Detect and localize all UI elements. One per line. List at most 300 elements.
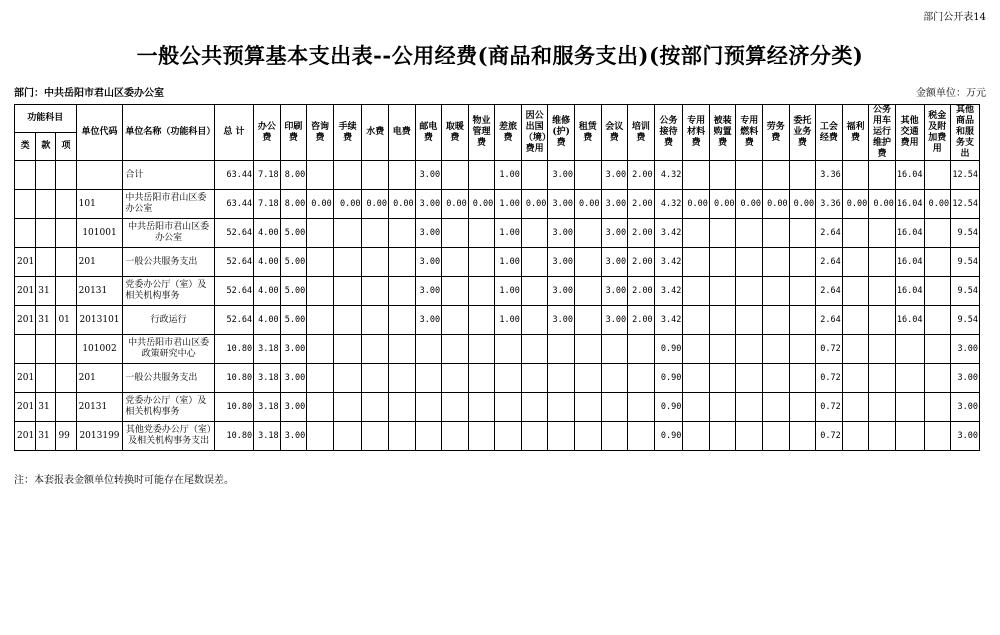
amount-cell: [333, 335, 362, 364]
amount-cell: [683, 277, 710, 306]
kuan-cell: 31: [36, 277, 56, 306]
amount-cell: 0.00: [736, 190, 763, 219]
amount-cell: [842, 393, 869, 422]
amount-cell: [736, 422, 763, 451]
amount-cell: 0.90: [654, 393, 683, 422]
amount-cell: [362, 248, 389, 277]
amount-cell: 0.00: [389, 190, 416, 219]
amount-cell: 2.00: [628, 306, 655, 335]
amount-cell: 9.54: [951, 277, 980, 306]
total-cell: 10.80: [214, 335, 253, 364]
amount-cell: 0.00: [869, 190, 896, 219]
amount-cell: [924, 248, 951, 277]
amount-cell: [709, 277, 736, 306]
amount-cell: 16.04: [895, 161, 924, 190]
amount-cell: 0.00: [709, 190, 736, 219]
expense-item-header: 工会经费: [816, 105, 843, 161]
amount-cell: [763, 161, 790, 190]
amount-cell: [842, 422, 869, 451]
amount-cell: 2.00: [628, 277, 655, 306]
amount-cell: [333, 219, 362, 248]
unit-name-cell: 中共岳阳市君山区委办公室: [123, 190, 214, 219]
amount-cell: [574, 306, 601, 335]
amount-cell: 2.00: [628, 219, 655, 248]
amount-cell: 3.00: [951, 393, 980, 422]
amount-cell: [389, 306, 416, 335]
amount-cell: [869, 364, 896, 393]
amount-cell: 2.64: [816, 306, 843, 335]
amount-cell: [389, 422, 416, 451]
amount-cell: [683, 393, 710, 422]
amount-cell: [468, 219, 495, 248]
unit-name-cell: 党委办公厅（室）及相关机构事务: [123, 277, 214, 306]
amount-cell: [924, 219, 951, 248]
amount-cell: 0.00: [683, 190, 710, 219]
table-row: [15, 422, 980, 451]
expense-item-header: 租赁费: [574, 105, 601, 161]
unit-code-cell: 2013101: [76, 306, 123, 335]
amount-cell: 3.00: [415, 306, 442, 335]
unit-code-cell: 101002: [76, 335, 123, 364]
amount-cell: [442, 248, 469, 277]
unit-name-cell: 中共岳阳市君山区委办公室: [123, 219, 214, 248]
amount-cell: [763, 306, 790, 335]
lei-cell: 201: [15, 393, 36, 422]
expense-item-header: 差旅费: [495, 105, 522, 161]
amount-cell: [789, 393, 816, 422]
amount-cell: 3.42: [654, 248, 683, 277]
amount-cell: 0.72: [816, 393, 843, 422]
amount-cell: [842, 306, 869, 335]
amount-cell: 3.00: [601, 219, 628, 248]
xiang-cell: 99: [56, 422, 76, 451]
amount-cell: 2.64: [816, 219, 843, 248]
amount-cell: [307, 364, 334, 393]
amount-cell: 5.00: [280, 277, 307, 306]
table-row: [15, 335, 980, 364]
unit-code-cell: 2013199: [76, 422, 123, 451]
amount-cell: 4.32: [654, 190, 683, 219]
amount-cell: [709, 393, 736, 422]
amount-cell: [415, 422, 442, 451]
amount-cell: [468, 161, 495, 190]
xiang-cell: [56, 190, 76, 219]
unit-name-cell: 一般公共服务支出: [123, 364, 214, 393]
amount-cell: 3.00: [280, 364, 307, 393]
amount-cell: [683, 306, 710, 335]
amount-cell: [362, 422, 389, 451]
amount-cell: [442, 219, 469, 248]
amount-cell: [869, 277, 896, 306]
unit-name-cell: 行政运行: [123, 306, 214, 335]
amount-cell: [521, 306, 548, 335]
amount-cell: [789, 248, 816, 277]
lei-cell: 201: [15, 306, 36, 335]
amount-cell: [736, 277, 763, 306]
amount-cell: [709, 364, 736, 393]
amount-cell: 3.00: [415, 277, 442, 306]
amount-cell: [389, 219, 416, 248]
amount-cell: [924, 306, 951, 335]
amount-cell: [736, 335, 763, 364]
amount-cell: [895, 393, 924, 422]
amount-cell: [468, 248, 495, 277]
amount-cell: [683, 219, 710, 248]
amount-cell: [307, 422, 334, 451]
amount-cell: [683, 364, 710, 393]
amount-cell: [521, 277, 548, 306]
expense-item-header: 委托业务费: [789, 105, 816, 161]
amount-cell: 0.00: [333, 190, 362, 219]
amount-cell: [362, 219, 389, 248]
amount-cell: [709, 161, 736, 190]
amount-cell: [468, 277, 495, 306]
unit-name-cell: 一般公共服务支出: [123, 248, 214, 277]
lei-cell: [15, 219, 36, 248]
amount-cell: [763, 248, 790, 277]
amount-cell: [895, 422, 924, 451]
amount-cell: [333, 393, 362, 422]
amount-cell: 3.42: [654, 277, 683, 306]
amount-cell: 3.18: [254, 335, 281, 364]
amount-cell: 4.32: [654, 161, 683, 190]
amount-cell: 2.00: [628, 161, 655, 190]
amount-cell: 12.54: [951, 161, 980, 190]
unit-name-cell: 其他党委办公厅（室）及相关机构事务支出: [123, 422, 214, 451]
expense-item-header: 福利费: [842, 105, 869, 161]
kuan-cell: 31: [36, 393, 56, 422]
amount-cell: [763, 364, 790, 393]
amount-cell: 9.54: [951, 248, 980, 277]
amount-cell: [307, 335, 334, 364]
amount-cell: [789, 422, 816, 451]
amount-cell: 16.04: [895, 248, 924, 277]
kuan-header: 款: [36, 133, 56, 161]
amount-cell: [736, 161, 763, 190]
lei-cell: 201: [15, 364, 36, 393]
amount-cell: 0.72: [816, 422, 843, 451]
amount-cell: 0.72: [816, 335, 843, 364]
amount-cell: [736, 306, 763, 335]
amount-cell: [468, 393, 495, 422]
amount-cell: [521, 248, 548, 277]
amount-cell: [333, 277, 362, 306]
amount-cell: [389, 248, 416, 277]
amount-cell: 8.00: [280, 190, 307, 219]
unit-name-cell: 中共岳阳市君山区委政策研究中心: [123, 335, 214, 364]
unit-code-cell: 201: [76, 364, 123, 393]
table-row: [15, 306, 980, 335]
amount-cell: 3.00: [415, 190, 442, 219]
amount-cell: 0.00: [442, 190, 469, 219]
kuan-cell: [36, 190, 56, 219]
xiang-cell: [56, 161, 76, 190]
kuan-cell: [36, 364, 56, 393]
amount-cell: [869, 248, 896, 277]
amount-cell: [442, 335, 469, 364]
amount-cell: [574, 219, 601, 248]
xiang-cell: [56, 248, 76, 277]
amount-cell: [763, 219, 790, 248]
expense-item-header: 邮电费: [415, 105, 442, 161]
kuan-cell: [36, 335, 56, 364]
amount-cell: [709, 248, 736, 277]
lei-cell: 201: [15, 277, 36, 306]
amount-cell: 4.00: [254, 306, 281, 335]
amount-cell: 3.00: [951, 422, 980, 451]
amount-cell: 3.36: [816, 190, 843, 219]
amount-cell: 3.00: [415, 248, 442, 277]
amount-cell: [468, 335, 495, 364]
department-label: 部门：中共岳阳市君山区委办公室: [14, 88, 164, 99]
expense-item-header: 其他商品和服务支出: [951, 105, 980, 161]
expense-item-header: 印刷费: [280, 105, 307, 161]
amount-cell: [521, 335, 548, 364]
lei-cell: 201: [15, 248, 36, 277]
amount-cell: [683, 335, 710, 364]
amount-cell: 0.00: [924, 190, 951, 219]
xiang-header: 项: [56, 133, 76, 161]
amount-cell: 3.42: [654, 219, 683, 248]
kuan-cell: 31: [36, 422, 56, 451]
amount-cell: 8.00: [280, 161, 307, 190]
total-cell: 52.64: [214, 277, 253, 306]
amount-cell: 5.00: [280, 248, 307, 277]
lei-cell: [15, 161, 36, 190]
amount-cell: 3.18: [254, 393, 281, 422]
amount-cell: [362, 393, 389, 422]
total-cell: 63.44: [214, 190, 253, 219]
amount-cell: [601, 364, 628, 393]
amount-cell: 3.00: [548, 190, 575, 219]
amount-cell: [869, 335, 896, 364]
amount-cell: [362, 161, 389, 190]
unit-code-cell: 101: [76, 190, 123, 219]
amount-cell: [574, 161, 601, 190]
table-row: [15, 190, 980, 219]
xiang-cell: [56, 219, 76, 248]
amount-cell: 0.90: [654, 422, 683, 451]
amount-cell: 1.00: [495, 248, 522, 277]
amount-cell: [924, 335, 951, 364]
unit-code-header: 单位代码: [76, 105, 123, 161]
amount-cell: [495, 422, 522, 451]
amount-cell: [307, 277, 334, 306]
amount-cell: [307, 306, 334, 335]
amount-cell: [789, 219, 816, 248]
table-row: [15, 364, 980, 393]
amount-cell: [789, 277, 816, 306]
amount-cell: 0.00: [468, 190, 495, 219]
amount-cell: 3.00: [601, 277, 628, 306]
amount-cell: [842, 161, 869, 190]
amount-cell: 0.00: [763, 190, 790, 219]
total-cell: 10.80: [214, 422, 253, 451]
lei-header: 类: [15, 133, 36, 161]
amount-cell: 3.42: [654, 306, 683, 335]
budget-table: [14, 104, 980, 451]
expense-item-header: 公务用车运行维护费: [869, 105, 896, 161]
amount-cell: 2.64: [816, 277, 843, 306]
amount-cell: 0.72: [816, 364, 843, 393]
amount-cell: 9.54: [951, 306, 980, 335]
amount-cell: [628, 393, 655, 422]
amount-cell: 3.00: [548, 161, 575, 190]
amount-cell: 3.00: [548, 219, 575, 248]
amount-cell: [736, 219, 763, 248]
amount-cell: 1.00: [495, 219, 522, 248]
expense-item-header: 税金及附加费用: [924, 105, 951, 161]
amount-cell: [628, 422, 655, 451]
amount-cell: [601, 393, 628, 422]
amount-cell: [362, 364, 389, 393]
unit-name-header: 单位名称（功能科目）: [123, 105, 214, 161]
amount-cell: [307, 161, 334, 190]
table-body: [15, 161, 980, 451]
amount-cell: 3.00: [280, 393, 307, 422]
amount-cell: 3.00: [548, 306, 575, 335]
amount-cell: 0.00: [842, 190, 869, 219]
amount-cell: 16.04: [895, 190, 924, 219]
amount-cell: [495, 364, 522, 393]
amount-cell: [924, 364, 951, 393]
amount-cell: 12.54: [951, 190, 980, 219]
expense-item-header: 水费: [362, 105, 389, 161]
xiang-cell: [56, 364, 76, 393]
expense-item-header: 公务接待费: [654, 105, 683, 161]
amount-cell: [574, 422, 601, 451]
amount-cell: 3.00: [415, 219, 442, 248]
amount-cell: [736, 364, 763, 393]
amount-cell: 5.00: [280, 306, 307, 335]
expense-item-header: 取暖费: [442, 105, 469, 161]
amount-cell: [521, 364, 548, 393]
amount-unit-label: 金额单位：万元: [916, 88, 986, 99]
amount-cell: [548, 335, 575, 364]
amount-cell: [333, 248, 362, 277]
expense-item-header: 维修(护)费: [548, 105, 575, 161]
amount-cell: [468, 364, 495, 393]
total-cell: 63.44: [214, 161, 253, 190]
amount-cell: 4.00: [254, 248, 281, 277]
amount-cell: [389, 364, 416, 393]
amount-cell: [333, 422, 362, 451]
lei-cell: 201: [15, 422, 36, 451]
amount-cell: [601, 422, 628, 451]
amount-cell: [763, 277, 790, 306]
amount-cell: 1.00: [495, 161, 522, 190]
kuan-cell: 31: [36, 306, 56, 335]
amount-cell: [442, 393, 469, 422]
amount-cell: [362, 277, 389, 306]
footnote: 注：本套报表金额单位转换时可能存在尾数误差。: [14, 475, 234, 486]
amount-cell: [842, 364, 869, 393]
amount-cell: [574, 335, 601, 364]
amount-cell: [895, 364, 924, 393]
expense-item-header: 培训费: [628, 105, 655, 161]
func-subject-header: 功能科目: [15, 105, 77, 133]
total-cell: 10.80: [214, 393, 253, 422]
amount-cell: 7.18: [254, 190, 281, 219]
amount-cell: [574, 277, 601, 306]
amount-cell: [709, 422, 736, 451]
amount-cell: [389, 393, 416, 422]
amount-cell: [468, 422, 495, 451]
amount-cell: 0.90: [654, 364, 683, 393]
amount-cell: [924, 422, 951, 451]
amount-cell: [415, 364, 442, 393]
amount-cell: 3.00: [548, 277, 575, 306]
amount-cell: 0.90: [654, 335, 683, 364]
amount-cell: [842, 248, 869, 277]
amount-cell: [683, 161, 710, 190]
total-cell: 52.64: [214, 306, 253, 335]
amount-cell: [574, 248, 601, 277]
amount-cell: 2.64: [816, 248, 843, 277]
amount-cell: 3.18: [254, 364, 281, 393]
table-row: [15, 248, 980, 277]
amount-cell: 3.00: [548, 248, 575, 277]
amount-cell: [709, 219, 736, 248]
total-cell: 52.64: [214, 219, 253, 248]
amount-cell: [895, 335, 924, 364]
amount-cell: [924, 393, 951, 422]
amount-cell: [763, 422, 790, 451]
amount-cell: [389, 161, 416, 190]
amount-cell: [789, 335, 816, 364]
amount-cell: [442, 422, 469, 451]
expense-item-header: 咨询费: [307, 105, 334, 161]
table-row: [15, 219, 980, 248]
table-row: [15, 277, 980, 306]
amount-cell: [789, 364, 816, 393]
amount-cell: [521, 422, 548, 451]
amount-cell: [683, 248, 710, 277]
kuan-cell: [36, 219, 56, 248]
amount-cell: [333, 161, 362, 190]
unit-name-cell: 合计: [123, 161, 214, 190]
amount-cell: 0.00: [574, 190, 601, 219]
amount-cell: [574, 364, 601, 393]
amount-cell: [442, 161, 469, 190]
amount-cell: [521, 219, 548, 248]
amount-cell: 3.00: [415, 161, 442, 190]
amount-cell: 0.00: [789, 190, 816, 219]
amount-cell: [869, 393, 896, 422]
amount-cell: 3.00: [280, 335, 307, 364]
amount-cell: [683, 422, 710, 451]
amount-cell: [628, 335, 655, 364]
amount-cell: [709, 335, 736, 364]
amount-cell: [736, 248, 763, 277]
table-row: [15, 161, 980, 190]
amount-cell: 2.00: [628, 248, 655, 277]
lei-cell: [15, 335, 36, 364]
total-cell: 10.80: [214, 364, 253, 393]
amount-cell: [548, 364, 575, 393]
table-code: 部门公开表14: [923, 12, 986, 23]
amount-cell: [389, 277, 416, 306]
amount-cell: 3.00: [601, 306, 628, 335]
amount-cell: [415, 335, 442, 364]
unit-code-cell: 20131: [76, 277, 123, 306]
amount-cell: [495, 393, 522, 422]
page-title: 一般公共预算基本支出表--公用经费(商品和服务支出)(按部门预算经济分类): [136, 43, 864, 68]
kuan-cell: [36, 161, 56, 190]
amount-cell: [789, 306, 816, 335]
expense-item-header: 劳务费: [763, 105, 790, 161]
amount-cell: [601, 335, 628, 364]
